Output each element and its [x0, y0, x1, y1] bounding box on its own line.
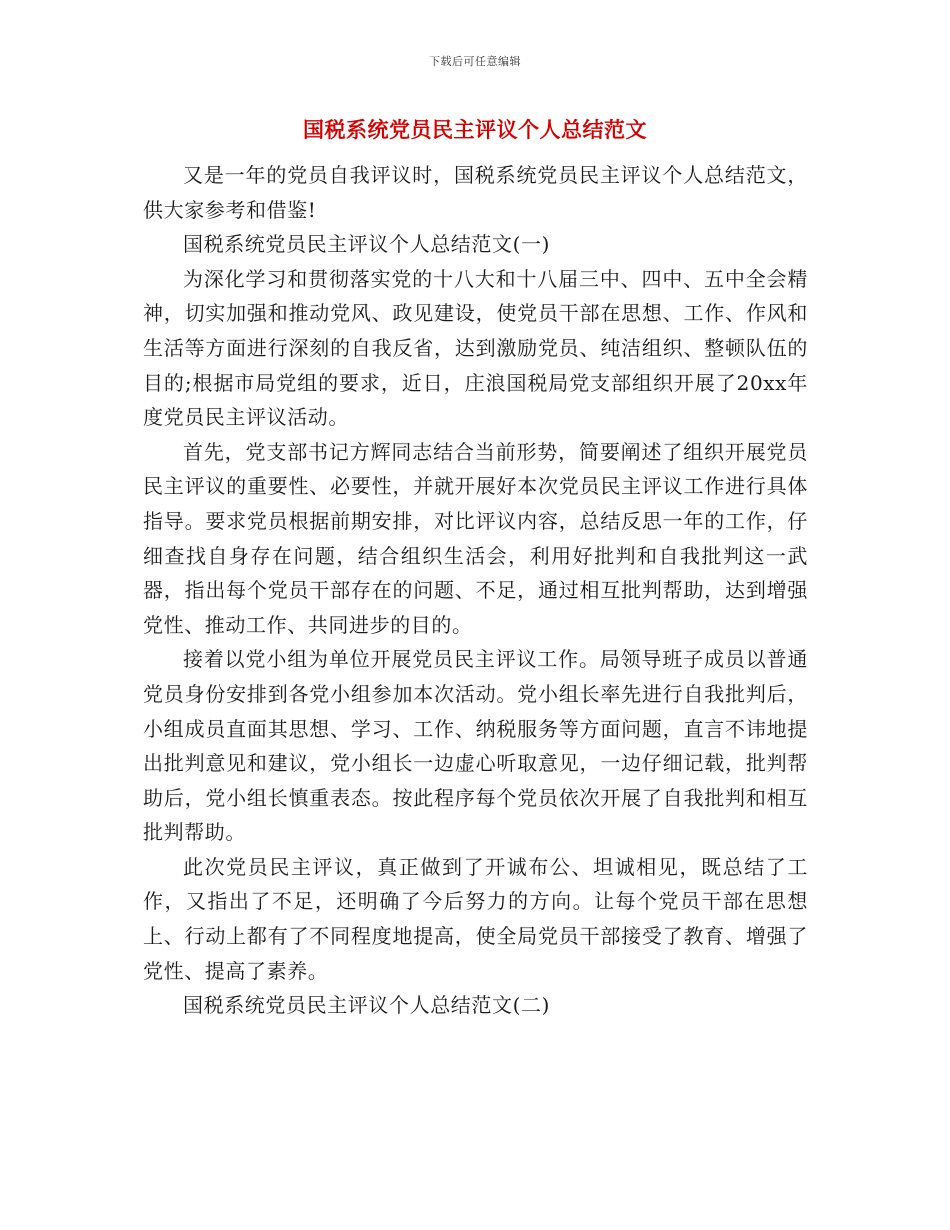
body-paragraph: 此次党员民主评议，真正做到了开诚布公、坦诚相见，既总结了工作，又指出了不足，还明确了今后努力的方向。让每个党员干部在思想上、行动上都有了不同程度地提高，使全局党员干部接受了教育、增强了党性、提高了素养。 [143, 854, 808, 983]
header-note: 下载后可任意编辑 [429, 55, 521, 68]
body-paragraph: 接着以党小组为单位开展党员民主评议工作。局领导班子成员以普通党员身份安排到各党小组参加本次活动。党小组长率先进行自我批判后，小组成员直面其思想、学习、工作、纳税服务等方面问题，直言不讳地提出批判意见和建议，党小组长一边虚心听取意见，一边仔细记载，批判帮助后，党小组长慎重表态。按此程序每个党员依次开展了自我批判和相互批判帮助。 [143, 647, 808, 845]
intro-paragraph: 又是一年的党员自我评议时，国税系统党员民主评议个人总结范文，供大家参考和借鉴! [143, 163, 808, 222]
section-heading-1: 国税系统党员民主评议个人总结范文(一) [183, 232, 551, 257]
body-paragraph: 为深化学习和贯彻落实党的十八大和十八届三中、四中、五中全会精神，切实加强和推动党风、政见建设，使党员干部在思想、工作、作风和生活等方面进行深刻的自我反省，达到激励党员、纯洁组织、整顿队伍的目的;根据市局党组的要求，近日，庄浪国税局党支部组织开展了20xx年度党员民主评议活动。 [143, 266, 808, 430]
document-title: 国税系统党员民主评议个人总结范文 [303, 118, 647, 142]
body-paragraph: 首先，党支部书记方辉同志结合当前形势，简要阐述了组织开展党员民主评议的重要性、必要性，并就开展好本次党员民主评议工作进行具体指导。要求党员根据前期安排，对比评议内容，总结反思一年的工作，仔细查找自身存在问题，结合组织生活会，利用好批判和自我批判这一武器，指出每个党员干部存在的问题、不足，通过相互批判帮助，达到增强党性、推动工作、共同进步的目的。 [143, 439, 808, 637]
section-heading-2: 国税系统党员民主评议个人总结范文(二) [183, 993, 551, 1018]
document-body [143, 158, 808, 1023]
